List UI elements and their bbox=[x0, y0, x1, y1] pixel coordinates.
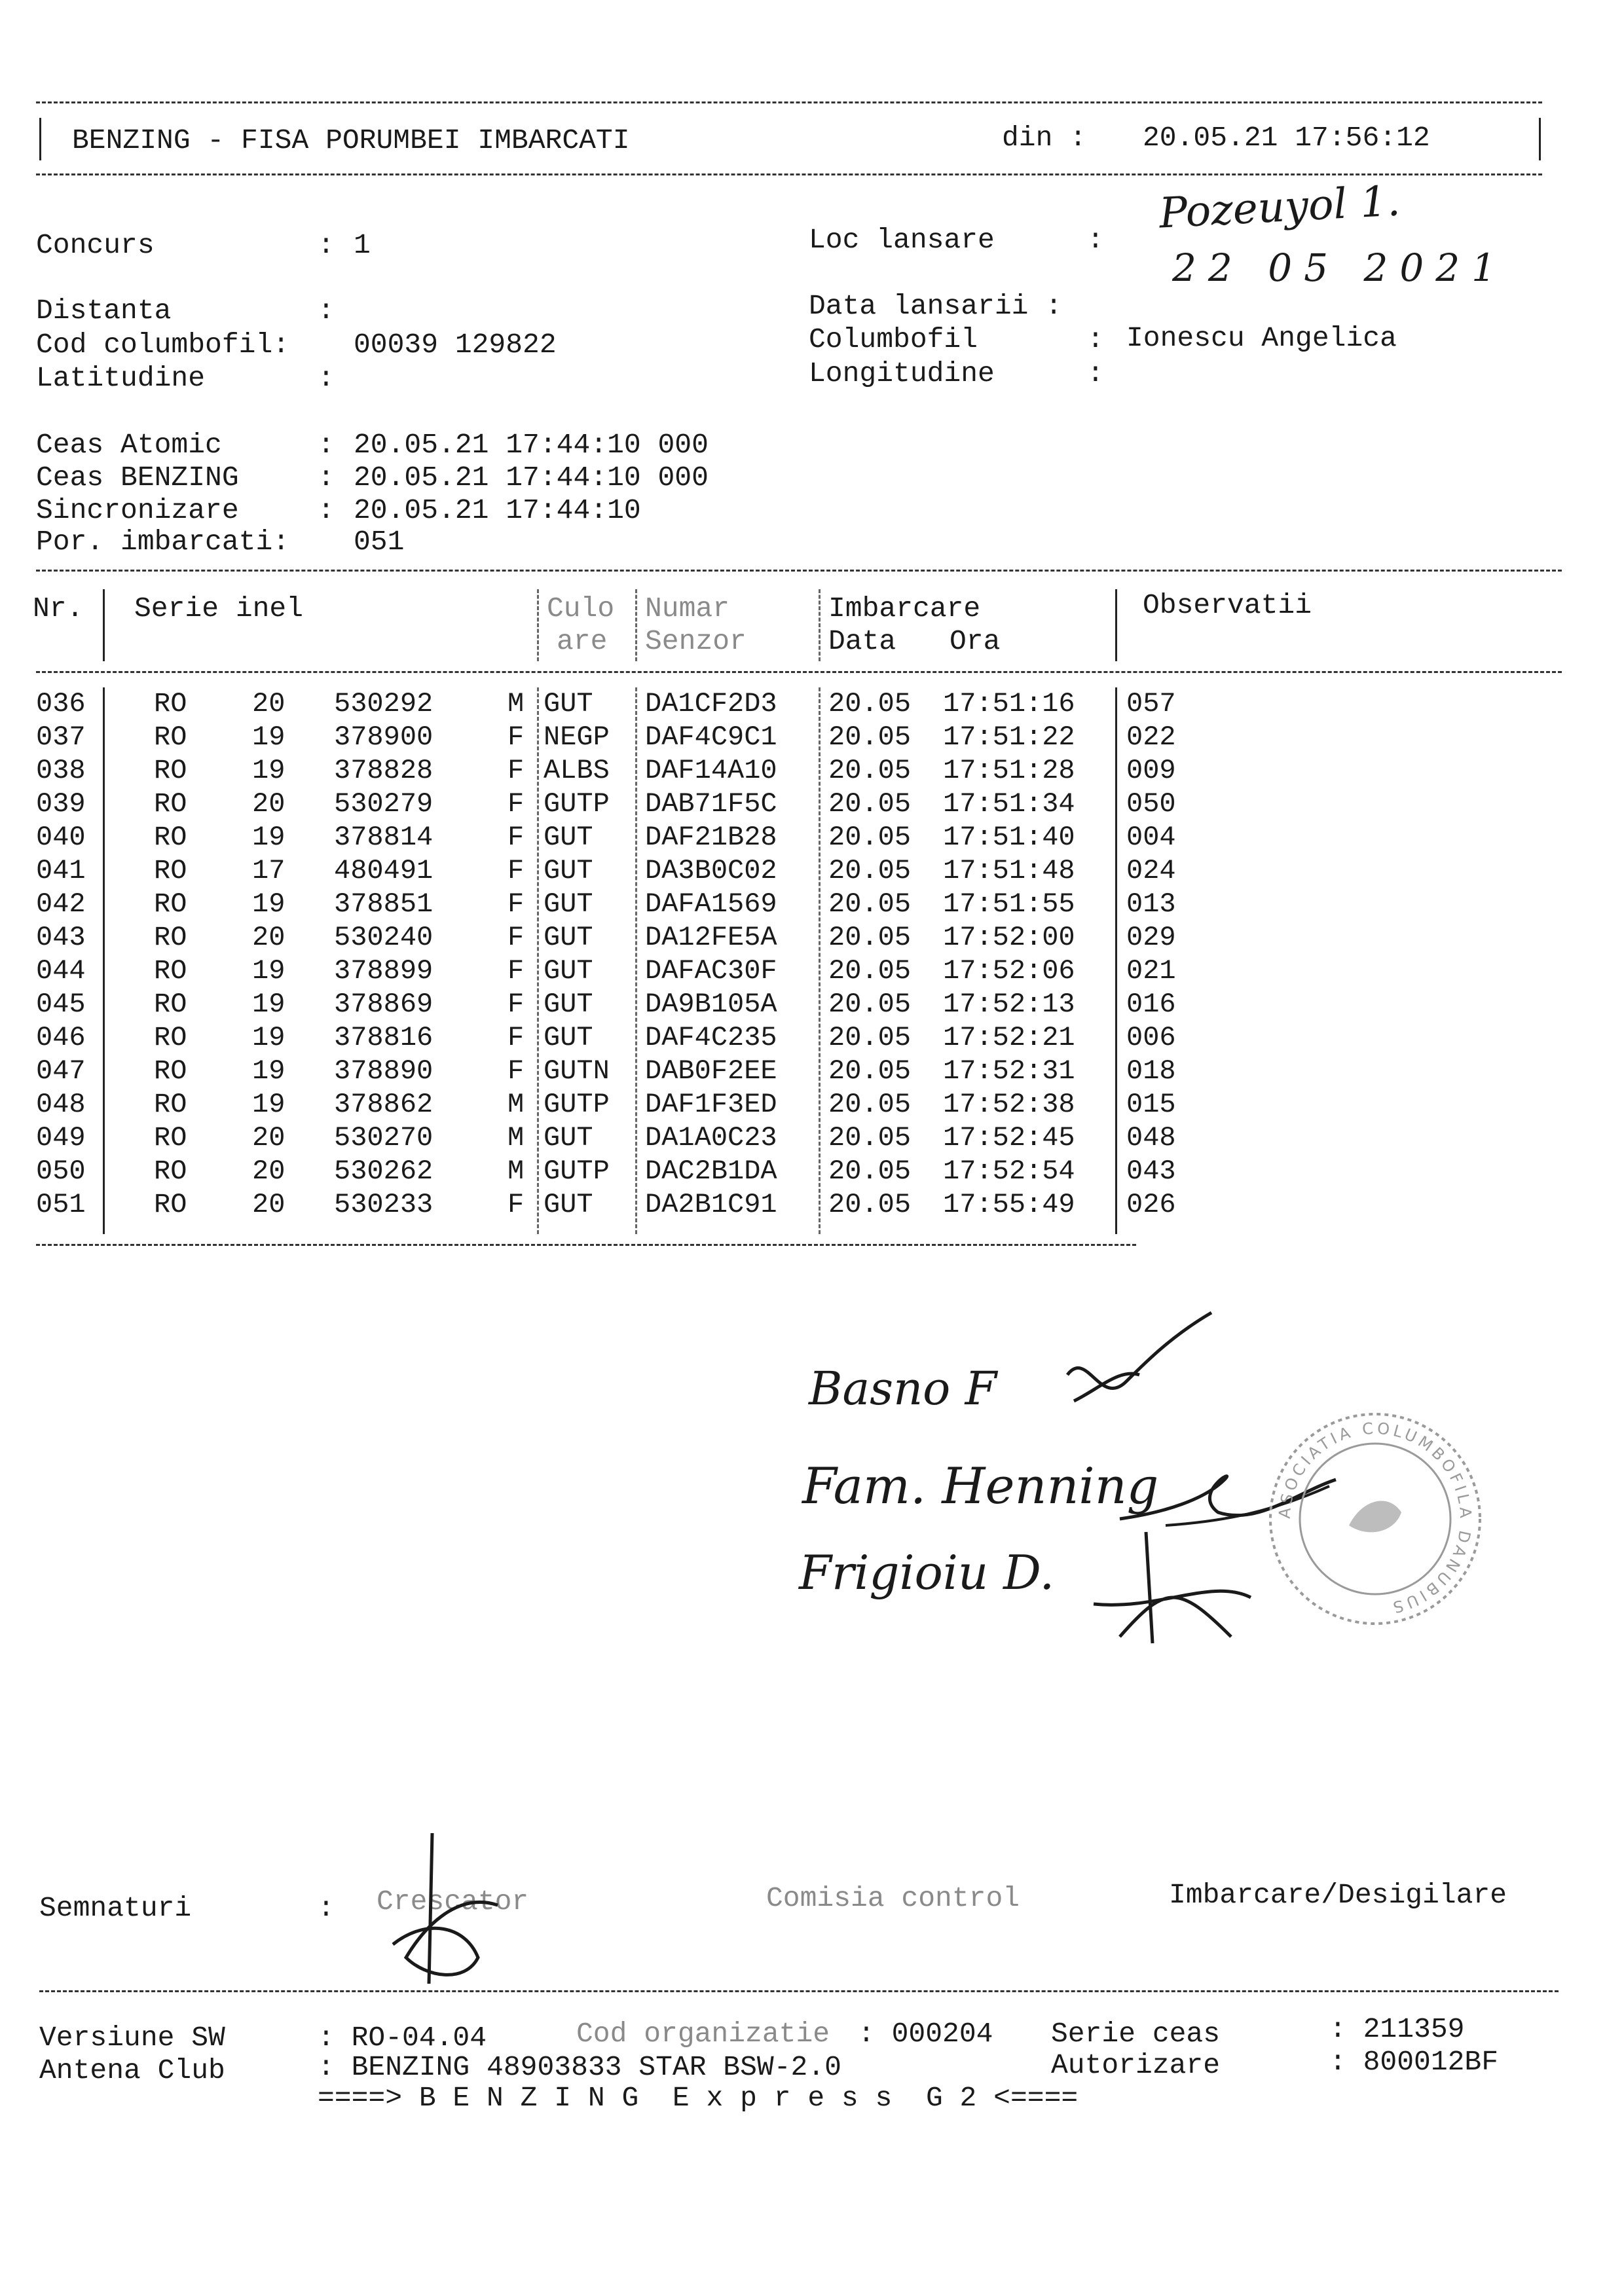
cell-data: 20.05 bbox=[828, 1089, 912, 1120]
cod-columbofil-value: 00039 129822 bbox=[354, 329, 557, 361]
table-row bbox=[0, 1088, 1624, 1121]
col-culoare-2: are bbox=[557, 625, 608, 657]
cell-inel: 378828 bbox=[334, 755, 434, 786]
cell-senz: DAF14A10 bbox=[645, 755, 777, 786]
cell-ora: 17:52:06 bbox=[943, 955, 1075, 987]
col-sep-1 bbox=[103, 589, 105, 661]
cell-an: 20 bbox=[252, 688, 286, 720]
cell-an: 20 bbox=[252, 1189, 286, 1220]
header-din-label: din : bbox=[1002, 122, 1087, 154]
cell-tara: RO bbox=[154, 721, 187, 753]
body-sep-nr bbox=[103, 687, 105, 1234]
table-row bbox=[0, 821, 1624, 854]
cell-sex: F bbox=[507, 721, 525, 753]
cell-cul: GUTP bbox=[544, 1156, 610, 1187]
cell-ora: 17:55:49 bbox=[943, 1189, 1075, 1220]
versiune-value: : RO-04.04 bbox=[318, 2022, 487, 2054]
cell-nr: 048 bbox=[36, 1089, 86, 1120]
cell-nr: 044 bbox=[36, 955, 86, 987]
cell-obs: 018 bbox=[1126, 1055, 1176, 1087]
table-row bbox=[0, 888, 1624, 920]
cell-inel: 480491 bbox=[334, 855, 434, 886]
cell-data: 20.05 bbox=[828, 1022, 912, 1053]
cell-senz: DAFA1569 bbox=[645, 888, 777, 920]
loc-lansare-colon: : bbox=[1087, 224, 1104, 256]
ceas-benzing-label: Ceas BENZING bbox=[36, 462, 239, 494]
cell-an: 19 bbox=[252, 989, 286, 1020]
semnaturi-colon: : bbox=[318, 1892, 335, 1924]
cell-nr: 041 bbox=[36, 855, 86, 886]
columbofil-label: Columbofil bbox=[809, 323, 978, 355]
data-lansarii-handwritten: 22 05 2021 bbox=[1172, 246, 1508, 290]
loc-lansare-label: Loc lansare bbox=[809, 224, 995, 256]
cell-senz: DA1A0C23 bbox=[645, 1122, 777, 1154]
footer-top-border bbox=[39, 1990, 1559, 1992]
sincronizare-colon: : bbox=[318, 494, 335, 526]
table-row bbox=[0, 854, 1624, 887]
cell-ora: 17:52:54 bbox=[943, 1156, 1075, 1187]
cell-cul: GUT bbox=[544, 989, 593, 1020]
cell-tara: RO bbox=[154, 1022, 187, 1053]
cell-nr: 037 bbox=[36, 721, 86, 753]
cell-ora: 17:51:48 bbox=[943, 855, 1075, 886]
cell-senz: DAF21B28 bbox=[645, 822, 777, 853]
cell-data: 20.05 bbox=[828, 1122, 912, 1154]
cell-data: 20.05 bbox=[828, 1156, 912, 1187]
cell-nr: 050 bbox=[36, 1156, 86, 1187]
cod-organizatie-value: : 000204 bbox=[858, 2018, 993, 2050]
cell-ora: 17:52:31 bbox=[943, 1055, 1075, 1087]
cell-ora: 17:51:22 bbox=[943, 721, 1075, 753]
col-imbarcare-data: Data bbox=[828, 625, 896, 657]
cell-an: 20 bbox=[252, 788, 286, 820]
cell-an: 17 bbox=[252, 855, 286, 886]
imbarcare-desigilare-label: Imbarcare/Desigilare bbox=[1169, 1879, 1507, 1911]
cell-obs: 016 bbox=[1126, 989, 1176, 1020]
columbofil-colon: : bbox=[1087, 323, 1104, 355]
cell-data: 20.05 bbox=[828, 989, 912, 1020]
cell-obs: 050 bbox=[1126, 788, 1176, 820]
cell-cul: GUT bbox=[544, 1122, 593, 1154]
concurs-label: Concurs bbox=[36, 229, 155, 261]
cell-data: 20.05 bbox=[828, 922, 912, 953]
cell-tara: RO bbox=[154, 822, 187, 853]
cod-columbofil-label: Cod columbofil: bbox=[36, 329, 290, 361]
cell-nr: 040 bbox=[36, 822, 86, 853]
longitudine-colon: : bbox=[1087, 357, 1104, 390]
cell-senz: DA12FE5A bbox=[645, 922, 777, 953]
table-row bbox=[0, 687, 1624, 720]
col-sep-2 bbox=[537, 589, 539, 661]
cell-data: 20.05 bbox=[828, 788, 912, 820]
cell-inel: 378816 bbox=[334, 1022, 434, 1053]
cell-tara: RO bbox=[154, 1055, 187, 1087]
serie-ceas-label: Serie ceas bbox=[1051, 2018, 1221, 2050]
columbofil-value: Ionescu Angelica bbox=[1126, 322, 1397, 354]
cell-tara: RO bbox=[154, 855, 187, 886]
cell-nr: 042 bbox=[36, 888, 86, 920]
body-sep-culoare bbox=[537, 687, 539, 1234]
table-row bbox=[0, 1155, 1624, 1188]
cell-data: 20.05 bbox=[828, 822, 912, 853]
cell-cul: GUT bbox=[544, 1022, 593, 1053]
cell-obs: 009 bbox=[1126, 755, 1176, 786]
cell-sex: F bbox=[507, 888, 525, 920]
cell-data: 20.05 bbox=[828, 1055, 912, 1087]
col-culoare: Culo bbox=[547, 592, 615, 625]
cell-an: 19 bbox=[252, 888, 286, 920]
table-row bbox=[0, 1121, 1624, 1154]
semnaturi-label: Semnaturi bbox=[39, 1892, 192, 1924]
cell-inel: 378851 bbox=[334, 888, 434, 920]
col-serie-inel: Serie inel bbox=[134, 592, 304, 625]
cell-inel: 378814 bbox=[334, 822, 434, 853]
table-top-border bbox=[36, 570, 1562, 572]
comisia-label: Comisia control bbox=[766, 1882, 1020, 1914]
ceas-atomic-value: 20.05.21 17:44:10 000 bbox=[354, 429, 709, 461]
data-lansarii-label: Data lansarii : bbox=[809, 290, 1063, 322]
cell-tara: RO bbox=[154, 1089, 187, 1120]
cell-cul: GUTP bbox=[544, 1089, 610, 1120]
table-row bbox=[0, 1188, 1624, 1221]
crescator-signature bbox=[367, 1827, 511, 1997]
cell-senz: DAB71F5C bbox=[645, 788, 777, 820]
col-imbarcare: Imbarcare bbox=[828, 592, 981, 625]
autorizare-value: : 800012BF bbox=[1329, 2046, 1499, 2078]
cell-data: 20.05 bbox=[828, 888, 912, 920]
cell-obs: 021 bbox=[1126, 955, 1176, 987]
club-stamp bbox=[1264, 1408, 1486, 1630]
cell-sex: F bbox=[507, 955, 525, 987]
cell-ora: 17:51:55 bbox=[943, 888, 1075, 920]
cell-tara: RO bbox=[154, 888, 187, 920]
cell-obs: 026 bbox=[1126, 1189, 1176, 1220]
cell-obs: 043 bbox=[1126, 1156, 1176, 1187]
col-nr: Nr. bbox=[33, 592, 84, 625]
cell-sex: F bbox=[507, 922, 525, 953]
cell-data: 20.05 bbox=[828, 855, 912, 886]
cell-senz: DA3B0C02 bbox=[645, 855, 777, 886]
header-title: BENZING - FISA PORUMBEI IMBARCATI bbox=[72, 124, 630, 156]
cell-nr: 043 bbox=[36, 922, 86, 953]
cell-data: 20.05 bbox=[828, 721, 912, 753]
table-row bbox=[0, 1021, 1624, 1054]
cell-inel: 378862 bbox=[334, 1089, 434, 1120]
benzing-express-banner: ====> B E N Z I N G E x p r e s s G 2 <==== bbox=[318, 2082, 1079, 2114]
cell-inel: 530292 bbox=[334, 688, 434, 720]
cell-tara: RO bbox=[154, 1156, 187, 1187]
cell-tara: RO bbox=[154, 688, 187, 720]
cell-cul: GUT bbox=[544, 955, 593, 987]
cell-tara: RO bbox=[154, 922, 187, 953]
cell-cul: GUT bbox=[544, 888, 593, 920]
cell-sex: F bbox=[507, 822, 525, 853]
cell-tara: RO bbox=[154, 1122, 187, 1154]
header-left-border bbox=[39, 118, 41, 160]
col-numar-senzor-2: Senzor bbox=[645, 625, 747, 657]
cell-an: 20 bbox=[252, 1156, 286, 1187]
header-din-value: 20.05.21 17:56:12 bbox=[1143, 122, 1430, 154]
ceas-benzing-value: 20.05.21 17:44:10 000 bbox=[354, 462, 709, 494]
cell-data: 20.05 bbox=[828, 755, 912, 786]
cell-senz: DAF1F3ED bbox=[645, 1089, 777, 1120]
cell-senz: DAC2B1DA bbox=[645, 1156, 777, 1187]
cell-an: 19 bbox=[252, 1022, 286, 1053]
autorizare-label: Autorizare bbox=[1051, 2049, 1221, 2081]
cell-sex: F bbox=[507, 755, 525, 786]
sincronizare-label: Sincronizare bbox=[36, 494, 239, 526]
loc-lansare-handwritten: Pozeuyol 1. bbox=[1158, 177, 1402, 238]
signature-frigioiu-scribble bbox=[1080, 1525, 1264, 1650]
cell-tara: RO bbox=[154, 989, 187, 1020]
cell-an: 19 bbox=[252, 721, 286, 753]
table-row bbox=[0, 721, 1624, 754]
cell-senz: DA2B1C91 bbox=[645, 1189, 777, 1220]
table-row bbox=[0, 988, 1624, 1021]
cell-sex: M bbox=[507, 688, 525, 720]
cell-ora: 17:52:21 bbox=[943, 1022, 1075, 1053]
longitudine-label: Longitudine bbox=[809, 357, 995, 390]
cell-nr: 049 bbox=[36, 1122, 86, 1154]
col-imbarcare-ora: Ora bbox=[950, 625, 1001, 657]
cell-nr: 045 bbox=[36, 989, 86, 1020]
cell-tara: RO bbox=[154, 755, 187, 786]
cell-obs: 029 bbox=[1126, 922, 1176, 953]
cell-inel: 530233 bbox=[334, 1189, 434, 1220]
sincronizare-value: 20.05.21 17:44:10 bbox=[354, 494, 641, 526]
por-imbarcati-label: Por. imbarcati: bbox=[36, 526, 290, 558]
cell-sex: M bbox=[507, 1089, 525, 1120]
cell-nr: 046 bbox=[36, 1022, 86, 1053]
body-sep-senzor bbox=[635, 687, 637, 1234]
signature-basno: Basno F bbox=[809, 1362, 997, 1415]
cell-ora: 17:51:34 bbox=[943, 788, 1075, 820]
header-right-border bbox=[1539, 118, 1541, 160]
serie-ceas-value: : 211359 bbox=[1329, 2013, 1465, 2045]
table-row bbox=[0, 1055, 1624, 1087]
cell-nr: 051 bbox=[36, 1189, 86, 1220]
cell-sex: F bbox=[507, 1055, 525, 1087]
table-row bbox=[0, 788, 1624, 820]
signature-henning: Fam. Henning bbox=[802, 1457, 1159, 1515]
col-sep-4 bbox=[819, 589, 821, 661]
concurs-colon: : bbox=[318, 229, 335, 261]
cell-inel: 378890 bbox=[334, 1055, 434, 1087]
cell-senz: DAFAC30F bbox=[645, 955, 777, 987]
por-imbarcati-value: 051 bbox=[354, 526, 405, 558]
table-bottom-border bbox=[36, 1244, 1136, 1246]
cell-senz: DA9B105A bbox=[645, 989, 777, 1020]
cell-an: 19 bbox=[252, 1055, 286, 1087]
body-sep-imbarcare bbox=[819, 687, 821, 1234]
cell-ora: 17:51:40 bbox=[943, 822, 1075, 853]
signature-frigioiu: Frigioiu D. bbox=[799, 1545, 1055, 1600]
cell-obs: 013 bbox=[1126, 888, 1176, 920]
cell-tara: RO bbox=[154, 1189, 187, 1220]
cell-tara: RO bbox=[154, 955, 187, 987]
cell-obs: 024 bbox=[1126, 855, 1176, 886]
cell-ora: 17:52:38 bbox=[943, 1089, 1075, 1120]
table-row bbox=[0, 921, 1624, 954]
cell-cul: GUTP bbox=[544, 788, 610, 820]
header-bottom-border bbox=[36, 173, 1542, 175]
distanta-colon: : bbox=[318, 295, 335, 327]
cell-inel: 530240 bbox=[334, 922, 434, 953]
table-header-bottom-border bbox=[36, 671, 1562, 673]
cell-sex: M bbox=[507, 1122, 525, 1154]
cell-obs: 022 bbox=[1126, 721, 1176, 753]
cell-an: 19 bbox=[252, 755, 286, 786]
signature-basno-scribble bbox=[1048, 1309, 1218, 1421]
cell-inel: 378899 bbox=[334, 955, 434, 987]
crescator-label: Crescator bbox=[377, 1886, 529, 1918]
col-numar-senzor: Numar bbox=[645, 592, 730, 625]
cell-data: 20.05 bbox=[828, 688, 912, 720]
ceas-benzing-colon: : bbox=[318, 462, 335, 494]
cell-ora: 17:52:13 bbox=[943, 989, 1075, 1020]
cell-inel: 378900 bbox=[334, 721, 434, 753]
cell-ora: 17:51:16 bbox=[943, 688, 1075, 720]
latitudine-colon: : bbox=[318, 362, 335, 394]
cell-cul: GUT bbox=[544, 855, 593, 886]
cell-tara: RO bbox=[154, 788, 187, 820]
stamp-text: ASOCIATIA COLUMBOFILA DANUBIUS bbox=[1275, 1419, 1475, 1618]
col-observatii: Observatii bbox=[1143, 589, 1312, 621]
ceas-atomic-colon: : bbox=[318, 429, 335, 461]
cell-inel: 378869 bbox=[334, 989, 434, 1020]
cell-an: 20 bbox=[252, 922, 286, 953]
cell-sex: F bbox=[507, 1189, 525, 1220]
col-sep-5 bbox=[1115, 589, 1117, 661]
cell-an: 20 bbox=[252, 1122, 286, 1154]
cell-inel: 530262 bbox=[334, 1156, 434, 1187]
cell-obs: 004 bbox=[1126, 822, 1176, 853]
cell-ora: 17:52:45 bbox=[943, 1122, 1075, 1154]
cell-cul: GUT bbox=[544, 1189, 593, 1220]
cell-data: 20.05 bbox=[828, 955, 912, 987]
cell-sex: M bbox=[507, 1156, 525, 1187]
cell-obs: 015 bbox=[1126, 1089, 1176, 1120]
cell-nr: 038 bbox=[36, 755, 86, 786]
cell-senz: DAF4C235 bbox=[645, 1022, 777, 1053]
cell-an: 19 bbox=[252, 1089, 286, 1120]
cell-cul: GUT bbox=[544, 688, 593, 720]
cell-an: 19 bbox=[252, 955, 286, 987]
concurs-value: 1 bbox=[354, 229, 371, 261]
cell-obs: 057 bbox=[1126, 688, 1176, 720]
cell-cul: ALBS bbox=[544, 755, 610, 786]
cell-nr: 047 bbox=[36, 1055, 86, 1087]
distanta-label: Distanta bbox=[36, 295, 172, 327]
cell-senz: DAF4C9C1 bbox=[645, 721, 777, 753]
cell-an: 19 bbox=[252, 822, 286, 853]
latitudine-label: Latitudine bbox=[36, 362, 206, 394]
header-top-border bbox=[36, 101, 1542, 103]
cell-data: 20.05 bbox=[828, 1189, 912, 1220]
cell-cul: GUT bbox=[544, 822, 593, 853]
cell-obs: 006 bbox=[1126, 1022, 1176, 1053]
cell-senz: DAB0F2EE bbox=[645, 1055, 777, 1087]
cod-organizatie-label: Cod organizatie bbox=[576, 2018, 830, 2050]
cell-sex: F bbox=[507, 855, 525, 886]
cell-ora: 17:51:28 bbox=[943, 755, 1075, 786]
cell-ora: 17:52:00 bbox=[943, 922, 1075, 953]
antena-club-value: : BENZING 48903833 STAR BSW-2.0 bbox=[318, 2051, 841, 2083]
cell-sex: F bbox=[507, 1022, 525, 1053]
cell-sex: F bbox=[507, 788, 525, 820]
body-sep-observatii bbox=[1115, 687, 1117, 1234]
cell-nr: 039 bbox=[36, 788, 86, 820]
cell-senz: DA1CF2D3 bbox=[645, 688, 777, 720]
cell-sex: F bbox=[507, 989, 525, 1020]
versiune-label: Versiune SW bbox=[39, 2022, 225, 2054]
table-row bbox=[0, 754, 1624, 787]
cell-cul: GUTN bbox=[544, 1055, 610, 1087]
cell-cul: GUT bbox=[544, 922, 593, 953]
cell-inel: 530279 bbox=[334, 788, 434, 820]
col-sep-3 bbox=[635, 589, 637, 661]
cell-obs: 048 bbox=[1126, 1122, 1176, 1154]
table-row bbox=[0, 955, 1624, 987]
cell-inel: 530270 bbox=[334, 1122, 434, 1154]
antena-club-label: Antena Club bbox=[39, 2054, 225, 2086]
cell-cul: NEGP bbox=[544, 721, 610, 753]
cell-nr: 036 bbox=[36, 688, 86, 720]
ceas-atomic-label: Ceas Atomic bbox=[36, 429, 222, 461]
